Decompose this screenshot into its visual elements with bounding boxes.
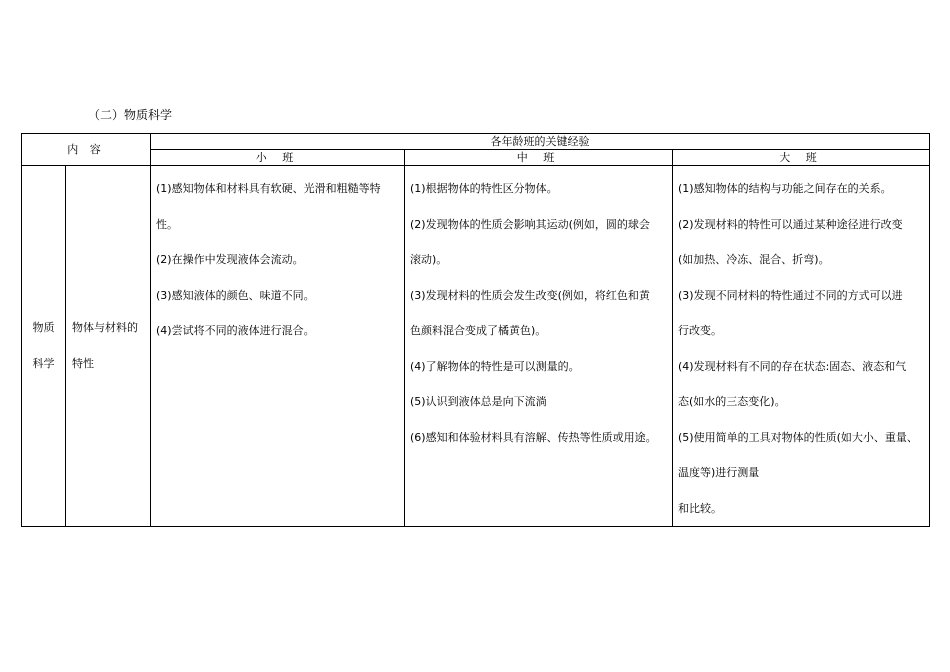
- large-class-cell: [673, 166, 930, 527]
- list-item: (3)发现材料的性质会发生改变(例如，将红色和黄: [410, 288, 650, 302]
- list-item: 行改变。: [678, 324, 722, 337]
- list-item: (3)感知液体的颜色、味道不同。: [156, 288, 315, 302]
- category-line: 物质: [32, 321, 55, 334]
- list-item: (4)尝试将不同的液体进行混合。: [156, 324, 315, 337]
- middle-class-cell: [405, 166, 673, 527]
- header-key-experience: 各年龄班的关键经验: [151, 134, 930, 150]
- subcategory-line: 特性: [72, 357, 94, 370]
- list-item: 温度等)进行测量: [678, 466, 760, 479]
- list-item: 滚动)。: [410, 253, 448, 266]
- list-item: 性。: [156, 217, 178, 231]
- subcategory-cell: [66, 166, 151, 527]
- section-title: （二）物质科学: [88, 108, 173, 122]
- list-item: (5)认识到液体总是向下流淌: [410, 395, 547, 408]
- list-item: 和比较。: [678, 501, 722, 515]
- header-small-class: 小 班: [151, 150, 405, 166]
- category-cell: [22, 166, 66, 527]
- header-middle-class: 中 班: [405, 150, 673, 166]
- list-item: (2)发现物体的性质会影响其运动(例如，圆的球会: [410, 217, 650, 231]
- list-item: (2)发现材料的特性可以通过某种途径进行改变: [678, 217, 903, 231]
- list-item: (4)发现材料有不同的存在状态:固态、液态和气: [678, 359, 907, 373]
- category-line: 科学: [32, 357, 55, 370]
- list-item: (1)根据物体的特性区分物体。: [410, 182, 558, 195]
- header-content: 内 容: [22, 134, 151, 166]
- list-item: 色颜料混合变成了橘黄色)。: [410, 324, 547, 337]
- subcategory-line: 物体与材料的: [72, 321, 138, 334]
- list-item: (4)了解物体的特性是可以测量的。: [410, 359, 580, 373]
- list-item: (1)感知物体的结构与功能之间存在的关系。: [678, 182, 892, 195]
- list-item: (1)感知物体和材料具有软硬、光滑和粗糙等特: [156, 182, 381, 195]
- list-item: 态(如水的三态变化)。: [678, 395, 786, 408]
- list-item: (3)发现不同材料的特性通过不同的方式可以进: [678, 288, 903, 302]
- list-item: (5)使用简单的工具对物体的性质(如大小、重量、: [678, 430, 918, 444]
- list-item: (如加热、冷冻、混合、折弯)。: [678, 253, 830, 266]
- small-class-cell: [151, 166, 405, 527]
- list-item: (6)感知和体验材料具有溶解、传热等性质或用途。: [410, 430, 657, 444]
- key-experience-table: [21, 133, 930, 527]
- header-large-class: 大 班: [673, 150, 930, 166]
- list-item: (2)在操作中发现液体会流动。: [156, 253, 304, 266]
